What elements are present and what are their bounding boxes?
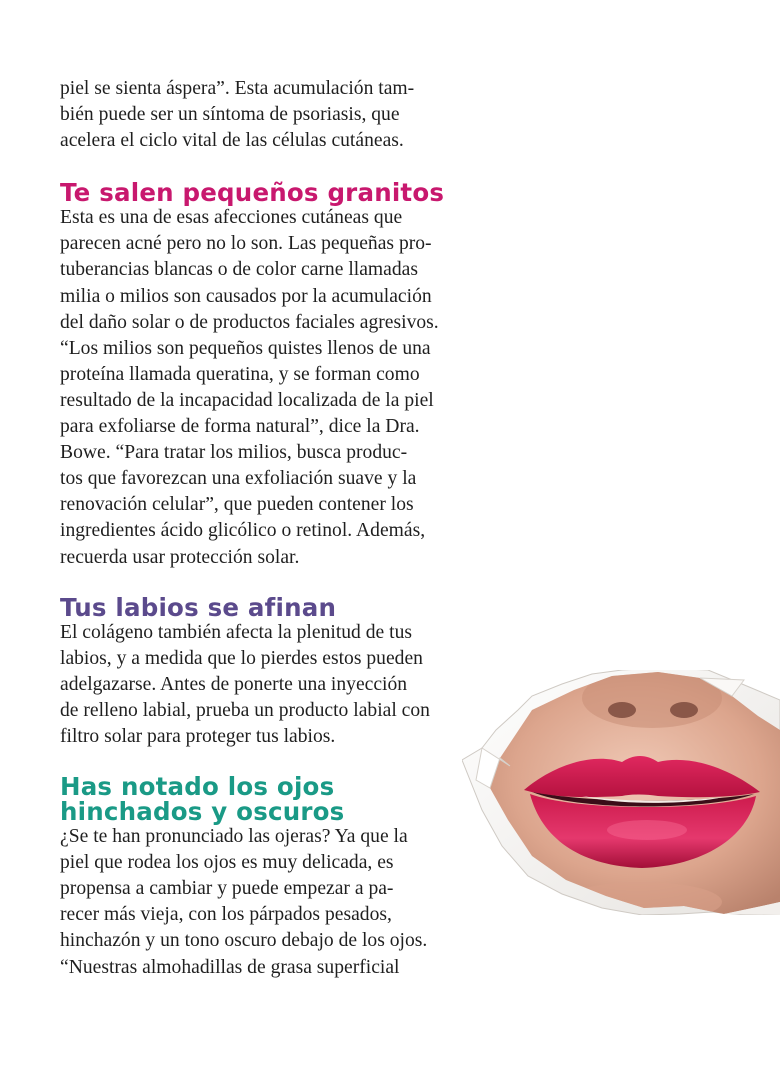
text-line: adelgazarse. Antes de ponerte una inyección xyxy=(60,673,408,695)
text-line: recuerda usar protección solar. xyxy=(60,546,300,568)
heading-labios: Tus labios se afinan xyxy=(60,592,337,622)
text-line: proteína llamada queratina, y se forman como xyxy=(60,363,420,385)
text-line: ingredientes ácido glicólico o retinol. Además, xyxy=(60,520,426,542)
text-line: propensa a cambiar y puede empezar a pa- xyxy=(60,878,394,900)
text-line: “Nuestras almohadillas de grasa superficial xyxy=(60,956,400,978)
paragraph-granitos xyxy=(60,205,505,570)
text-line: para exfoliarse de forma natural”, dice la Dra. xyxy=(60,416,420,438)
heading-granitos: Te salen pequeños granitos xyxy=(60,178,445,208)
text-line: Bowe. “Para tratar los milios, busca produc- xyxy=(60,442,408,464)
paragraph-labios xyxy=(60,620,505,750)
intro-paragraph xyxy=(60,76,505,154)
paragraph-ojos xyxy=(60,824,505,981)
text-line: resultado de la incapacidad localizada de la piel xyxy=(60,389,434,411)
text-line: “Los milios son pequeños quistes llenos de una xyxy=(60,337,431,359)
text-line: parecen acné pero no lo son. Las pequeñas pro- xyxy=(60,233,432,255)
text-line: de relleno labial, prueba un producto labial con xyxy=(60,699,430,721)
text-line: renovación celular”, que pueden contener los xyxy=(60,494,414,516)
text-line: ¿Se te han pronunciado las ojeras? Ya que la xyxy=(60,826,408,848)
text-line: piel que rodea los ojos es muy delicada, es xyxy=(60,852,394,874)
text-line: El colágeno también afecta la plenitud de tus xyxy=(60,621,413,643)
text-line: bién puede ser un síntoma de psoriasis, que xyxy=(60,104,400,126)
text-line: acelera el ciclo vital de las células cutáneas. xyxy=(60,130,404,152)
text-line: tuberancias blancas o de color carne llamadas xyxy=(60,259,418,281)
text-line: tos que favorezcan una exfoliación suave y la xyxy=(60,468,417,490)
text-line: recer más vieja, con los párpados pesados, xyxy=(60,904,392,926)
lips-torn-paper-photo xyxy=(462,670,780,915)
text-line: piel se sienta áspera”. Esta acumulación tam- xyxy=(60,78,415,99)
text-line: Esta es una de esas afecciones cutáneas que xyxy=(60,207,403,229)
text-line: labios, y a medida que lo pierdes estos pueden xyxy=(60,647,423,669)
text-line: milia o milios son causados por la acumulación xyxy=(60,285,432,307)
heading-ojos: Has notado los ojos hinchados y oscuros xyxy=(60,772,345,827)
text-line: filtro solar para proteger tus labios. xyxy=(60,725,336,747)
text-line: del daño solar o de productos faciales agresivos. xyxy=(60,311,439,333)
article-column xyxy=(60,76,505,981)
text-line: hinchazón y un tono oscuro debajo de los ojos. xyxy=(60,930,428,952)
